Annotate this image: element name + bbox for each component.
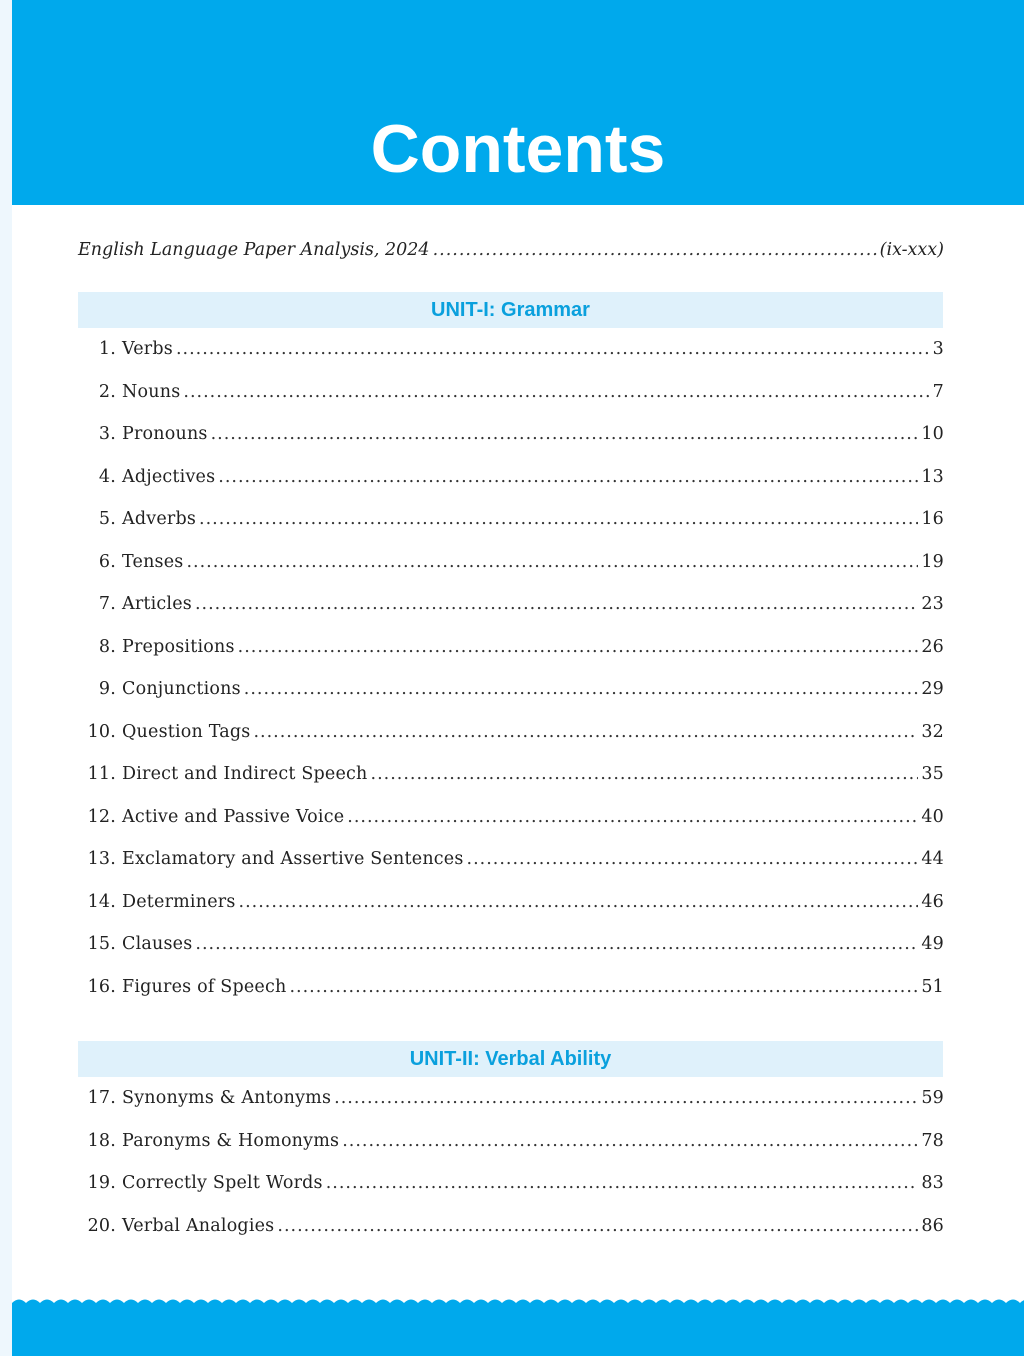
toc-page-number: 29: [921, 679, 944, 699]
toc-entry: [78, 1088, 944, 1131]
toc-title: Correctly Spelt Words: [122, 1173, 323, 1193]
toc-number: 12.: [87, 806, 116, 827]
toc-page-number: 35: [921, 764, 944, 784]
toc-title: Pronouns: [122, 424, 208, 444]
toc-page-number: 23: [921, 594, 944, 614]
toc-entry: [78, 509, 944, 552]
dot-leader: [326, 1173, 919, 1193]
page-edge: [0, 0, 12, 1356]
toc-list-grammar: [78, 339, 944, 1019]
toc-entry: [78, 807, 944, 850]
toc-entry: [78, 934, 944, 977]
toc-number: 19.: [87, 1173, 116, 1193]
toc-title: Question Tags: [122, 721, 251, 742]
toc-number: 2.: [98, 381, 116, 402]
toc-entry: [78, 977, 944, 1020]
toc-title: Clauses: [122, 934, 193, 954]
toc-page-number: 78: [921, 1130, 944, 1151]
toc-title: Active and Passive Voice: [122, 806, 345, 827]
dot-leader: [467, 849, 919, 869]
toc-number: 4.: [98, 466, 116, 487]
toc-title: Determiners: [122, 891, 236, 912]
toc-title: Exclamatory and Assertive Sentences: [122, 849, 464, 869]
toc-number: 7.: [98, 594, 116, 614]
toc-entry: [78, 764, 944, 807]
dot-leader: [195, 594, 918, 614]
toc-title: Tenses: [122, 551, 184, 572]
dot-leader: [211, 424, 919, 444]
toc-entry: [78, 1216, 944, 1259]
toc-number: 6.: [98, 551, 116, 572]
toc-title: Articles: [122, 594, 192, 614]
toc-number: 17.: [87, 1088, 116, 1108]
toc-title: Synonyms & Antonyms: [122, 1088, 332, 1108]
toc-number: 11.: [87, 764, 116, 784]
dot-leader: [253, 722, 918, 742]
dot-leader: [176, 339, 930, 359]
toc-entry: [78, 1173, 944, 1216]
toc-page-number: 3: [932, 339, 944, 359]
toc-entry: [78, 594, 944, 637]
dot-leader: [195, 934, 918, 954]
toc-title: Verbal Analogies: [122, 1215, 275, 1236]
toc-entry: [78, 382, 944, 425]
toc-entry: [78, 637, 944, 680]
toc-number: 8.: [98, 636, 116, 657]
toc-title: Adjectives: [122, 466, 216, 487]
toc-number: 14.: [87, 891, 116, 912]
toc-number: 10.: [87, 721, 116, 742]
dot-leader: [199, 509, 918, 529]
header-wave-decoration: [12, 205, 1024, 221]
toc-page-number: 44: [921, 849, 944, 869]
toc-number: 20.: [87, 1215, 116, 1236]
contents-page: [12, 0, 1024, 1356]
toc-number: 13.: [87, 849, 116, 869]
toc-entry: [78, 552, 944, 595]
toc-title: Paronyms & Homonyms: [122, 1130, 340, 1151]
toc-page-number: 26: [921, 636, 944, 657]
toc-entry: [78, 722, 944, 765]
dot-leader: [371, 764, 919, 784]
toc-title: Direct and Indirect Speech: [122, 764, 368, 784]
toc-title: Conjunctions: [122, 679, 241, 699]
toc-number: 1.: [98, 339, 116, 359]
toc-page-number: 51: [921, 976, 944, 997]
toc-page-number: 7: [932, 381, 944, 402]
paper-analysis-entry: [78, 240, 944, 270]
toc-title: Prepositions: [122, 636, 235, 657]
toc-entry: [78, 679, 944, 722]
dot-leader: [433, 240, 877, 260]
paper-analysis-pages: (ix-xxx): [879, 240, 944, 260]
dot-leader: [334, 1088, 918, 1108]
toc-title: Figures of Speech: [122, 976, 287, 997]
dot-leader: [244, 679, 919, 699]
toc-page-number: 59: [921, 1088, 944, 1108]
toc-title: Verbs: [122, 339, 173, 359]
footer-band: [12, 1306, 1024, 1356]
toc-number: 16.: [87, 976, 116, 997]
dot-leader: [183, 382, 929, 402]
toc-page-number: 19: [921, 551, 944, 572]
toc-page-number: 40: [921, 806, 944, 827]
toc-page-number: 13: [921, 466, 944, 487]
toc-list-verbal-ability: [78, 1088, 944, 1258]
toc-page-number: 16: [921, 509, 944, 529]
toc-page-number: 10: [921, 424, 944, 444]
toc-page-number: 83: [921, 1173, 944, 1193]
dot-leader: [239, 892, 919, 912]
toc-entry: [78, 339, 944, 382]
toc-entry: [78, 1131, 944, 1174]
dot-leader: [218, 467, 918, 487]
unit-heading-verbal-ability: UNIT-II: Verbal Ability: [78, 1041, 943, 1077]
toc-number: 9.: [98, 679, 116, 699]
unit-heading-grammar: UNIT-I: Grammar: [78, 292, 943, 328]
dot-leader: [277, 1216, 918, 1236]
toc-page-number: 86: [921, 1215, 944, 1236]
dot-leader: [342, 1131, 918, 1151]
dot-leader: [347, 807, 918, 827]
toc-entry: [78, 467, 944, 510]
toc-page-number: 49: [921, 934, 944, 954]
toc-entry: [78, 849, 944, 892]
toc-page-number: 46: [921, 891, 944, 912]
page-title: Contents: [370, 111, 666, 187]
dot-leader: [289, 977, 918, 997]
toc-entry: [78, 892, 944, 935]
paper-analysis-label: English Language Paper Analysis, 2024: [78, 240, 430, 260]
toc-title: Adverbs: [122, 509, 197, 529]
toc-title: Nouns: [122, 381, 181, 402]
dot-leader: [186, 552, 918, 572]
toc-number: 18.: [87, 1130, 116, 1151]
toc-entry: [78, 424, 944, 467]
toc-number: 5.: [98, 509, 116, 529]
dot-leader: [238, 637, 919, 657]
toc-number: 3.: [98, 424, 116, 444]
toc-page-number: 32: [921, 721, 944, 742]
toc-number: 15.: [87, 934, 116, 954]
